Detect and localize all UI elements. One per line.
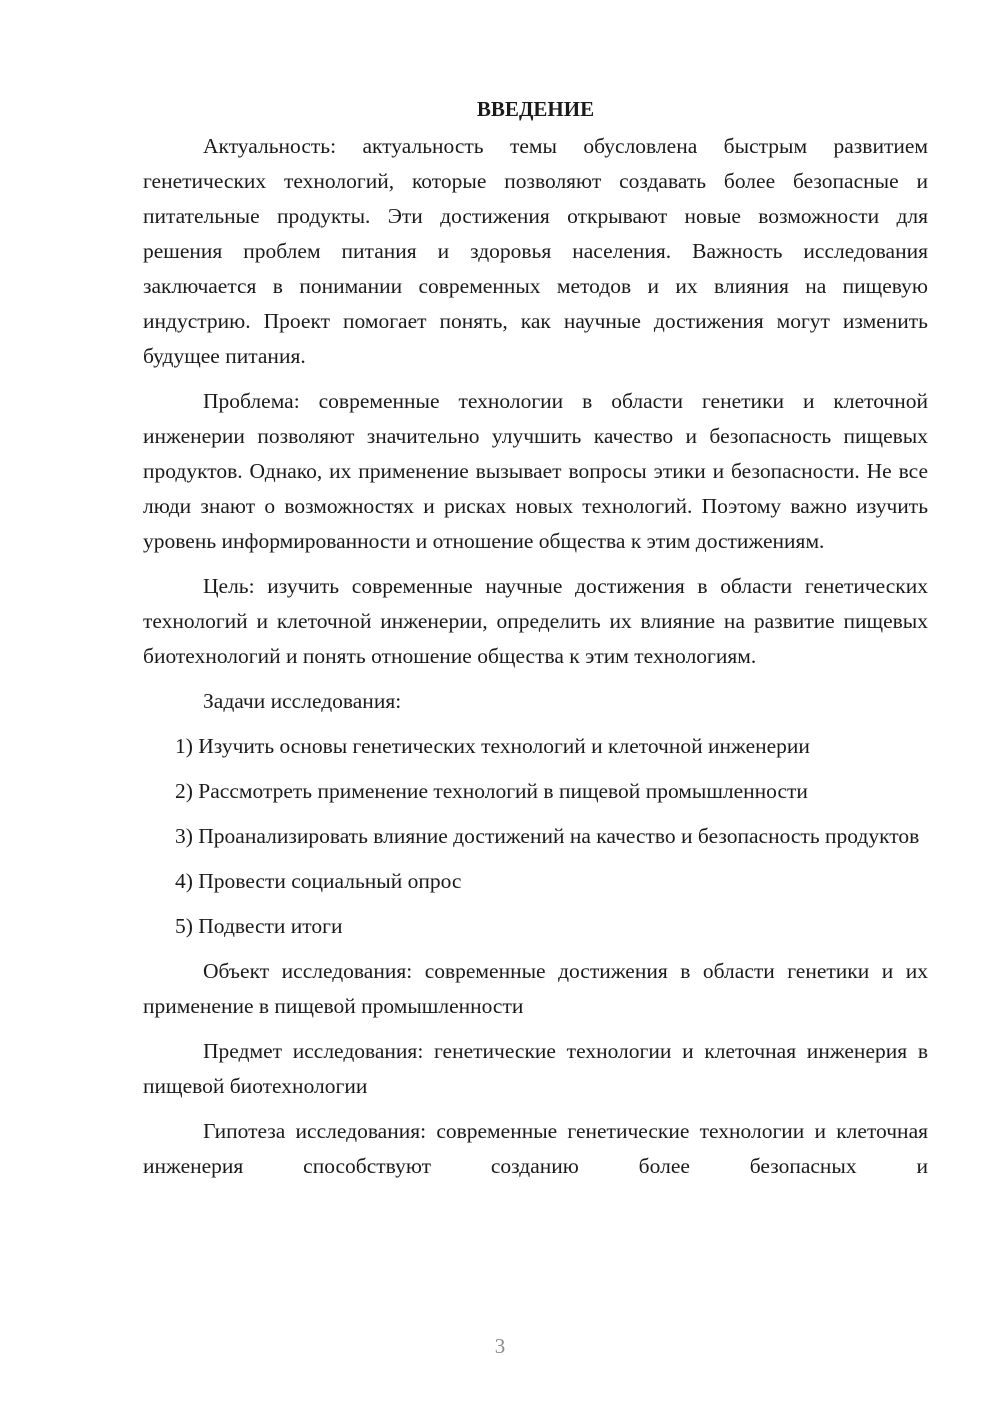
section-title: ВВЕДЕНИЕ <box>476 97 595 121</box>
page-number: 3 <box>494 1334 506 1358</box>
task-item: 1) Изучить основы генетических технологий и клеточной инженерии <box>175 734 810 758</box>
document-body <box>143 92 928 1184</box>
tasks-list <box>143 729 928 944</box>
object-paragraph: Объект исследования: современные достижения в области генетики и их применение в пищевой промышленности <box>143 959 928 1018</box>
goal-paragraph: Цель: изучить современные научные достижения в области генетических технологий и клеточной инженерии, определить их влияние на развитие пищевых биотехнологий и понять отношение общества к этим технологиям. <box>143 574 928 668</box>
task-item: 5) Подвести итоги <box>175 914 343 938</box>
task-item: 3) Проанализировать влияние достижений на качество и безопасность продуктов <box>175 824 920 848</box>
subject-paragraph: Предмет исследования: генетические технологии и клеточная инженерия в пищевой биотехнологии <box>143 1039 928 1098</box>
task-item: 4) Провести социальный опрос <box>175 869 462 893</box>
tasks-heading: Задачи исследования: <box>203 689 402 713</box>
task-item: 2) Рассмотреть применение технологий в пищевой промышленности <box>175 779 808 803</box>
relevance-paragraph: Актуальность: актуальность темы обусловлена быстрым развитием генетических технологий, которые позволяют создавать более безопасные и питательные продукты. Эти достижения открывают новые возможности для решения проблем питания и здоровья населения. Важность исследования заключается в понимании современных методов и их влияния на пищевую индустрию. Проект помогает понять, как научные достижения могут изменить будущее питания. <box>143 134 928 368</box>
hypothesis-paragraph: Гипотеза исследования: современные генетические технологии и клеточная инженерия способствуют созданию более безопасных и <box>143 1119 928 1178</box>
problem-paragraph: Проблема: современные технологии в области генетики и клеточной инженерии позволяют значительно улучшить качество и безопасность пищевых продуктов. Однако, их применение вызывает вопросы этики и безопасности. Не все люди знают о возможностях и рисках новых технологий. Поэтому важно изучить уровень информированности и отношение общества к этим достижениям. <box>143 389 928 553</box>
